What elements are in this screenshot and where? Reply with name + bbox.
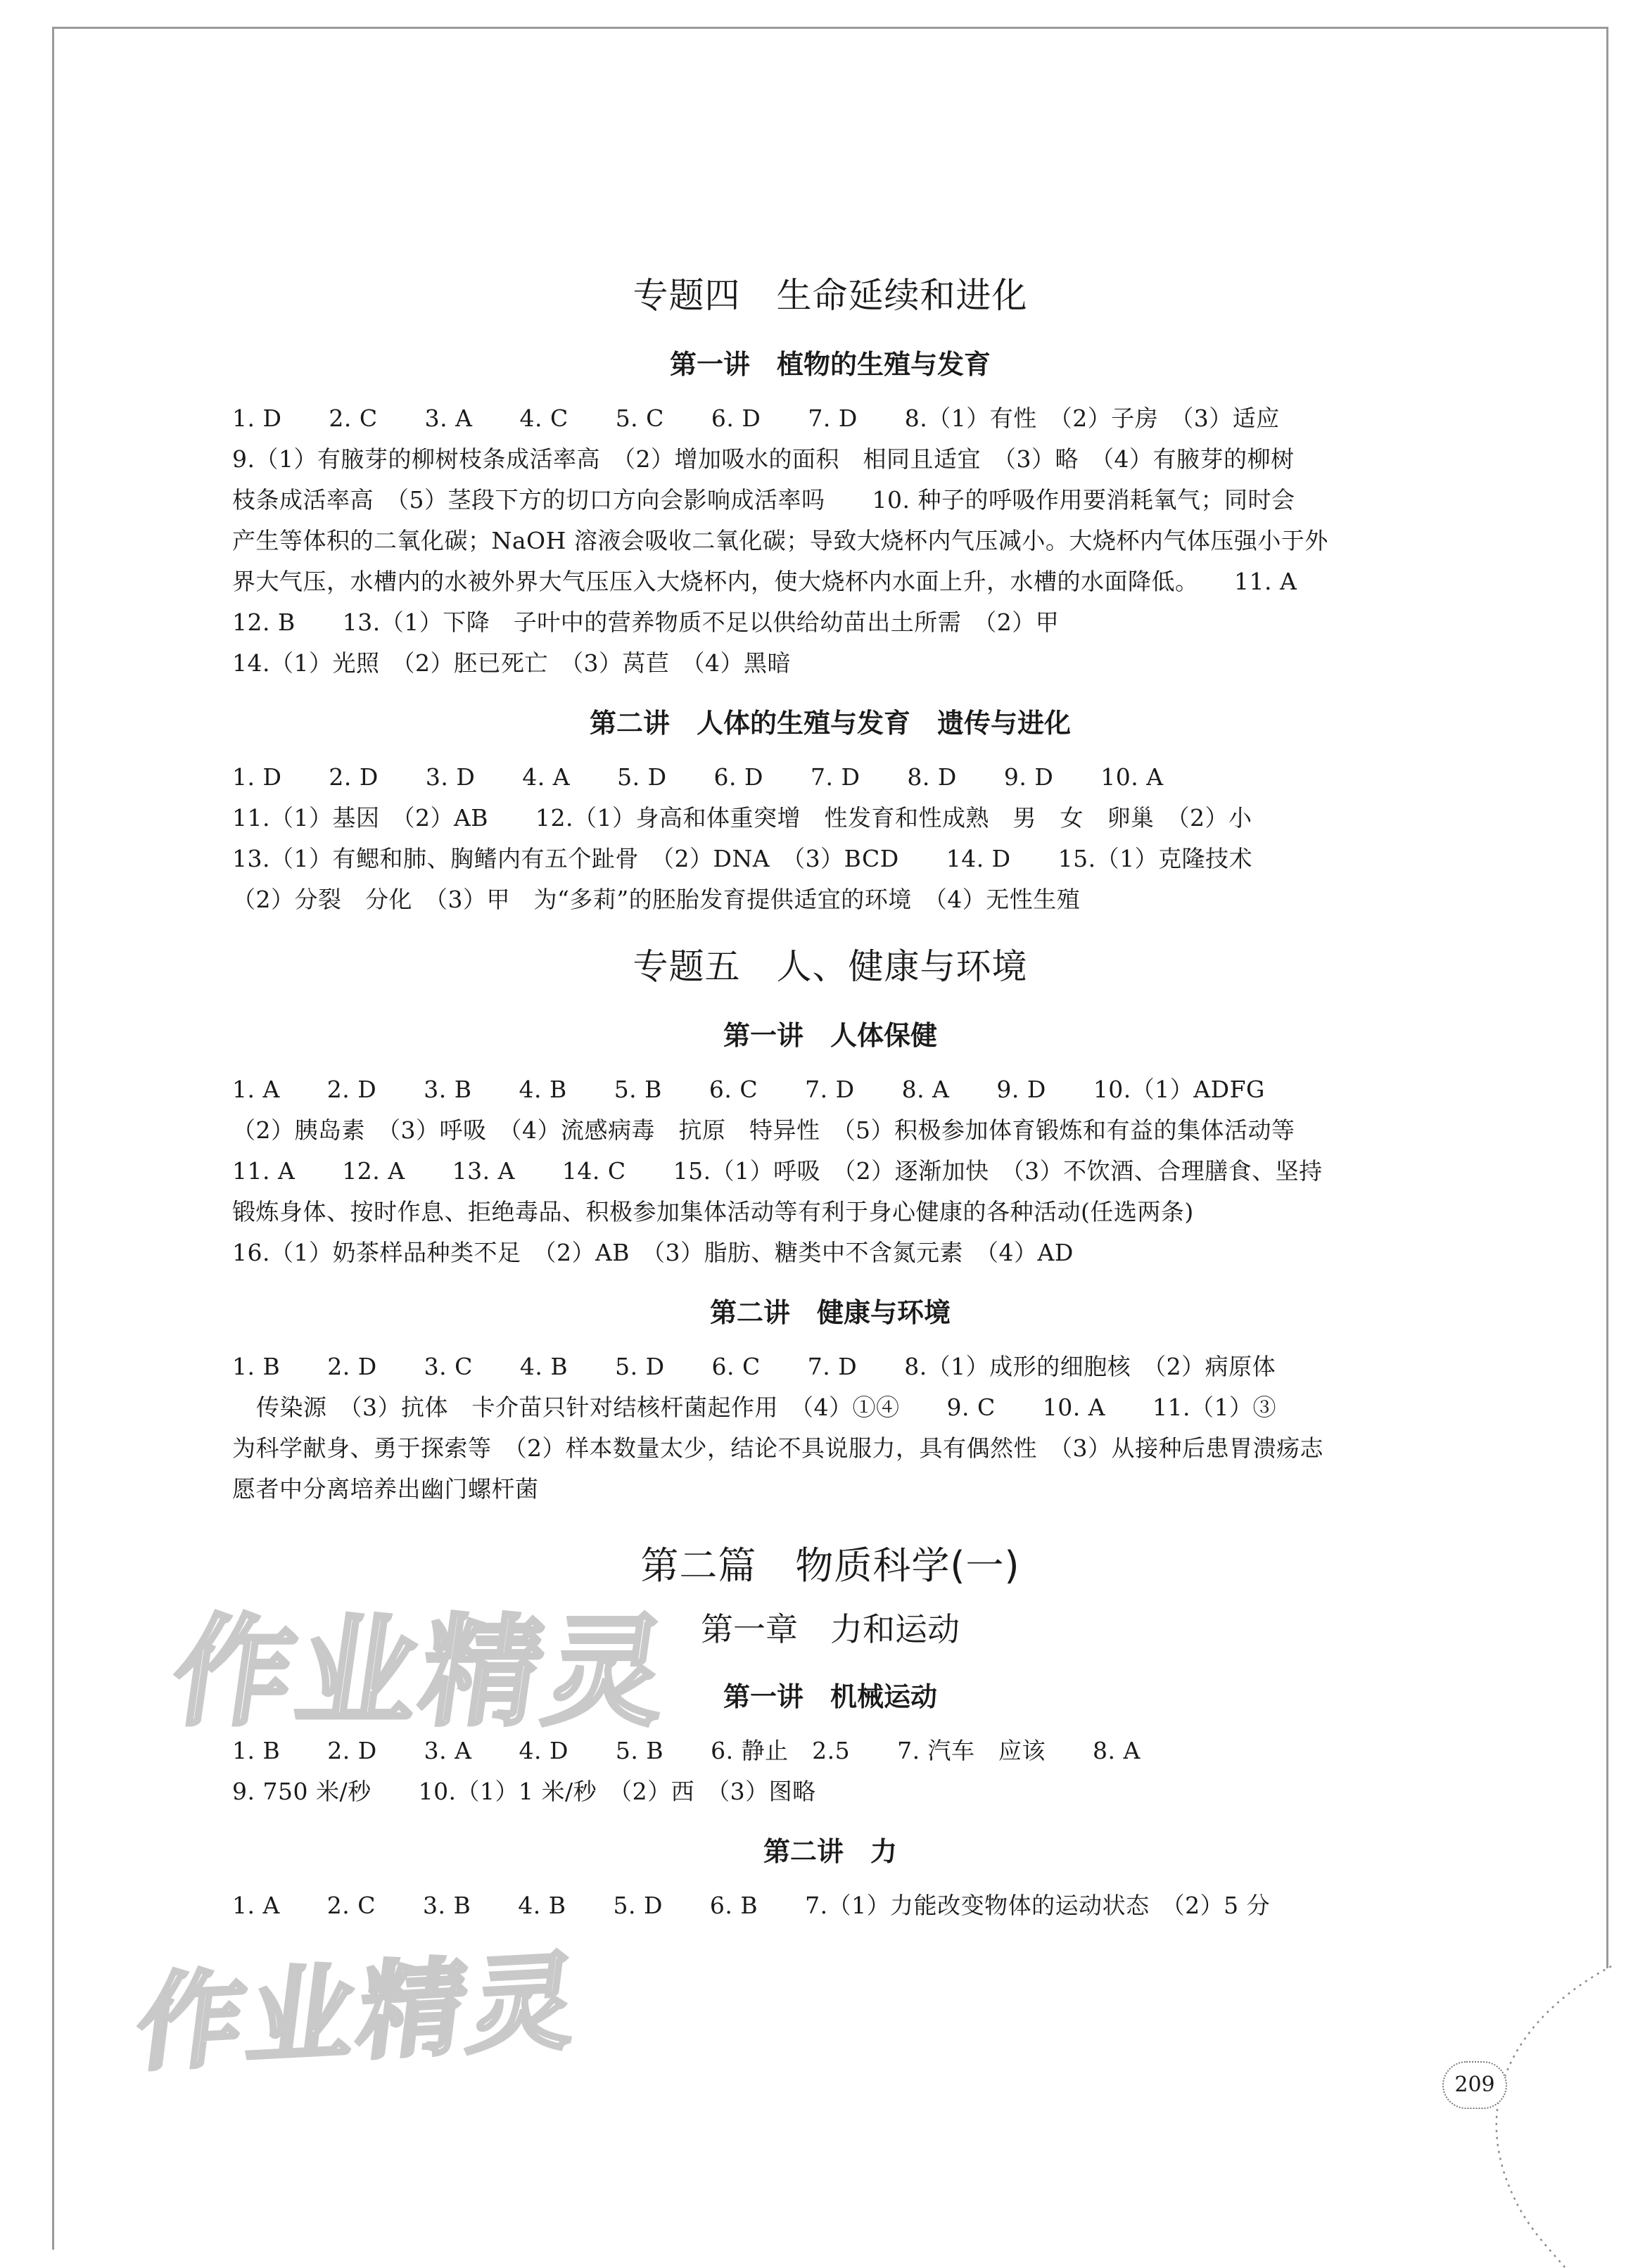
answer-line: 枝条成活率高 （5）茎段下方的切口方向会影响成活率吗 10. 种子的呼吸作用要消耗氧气；同时会 <box>232 486 1295 514</box>
chapter-title: 第一章 力和运动 <box>701 1610 960 1648</box>
answer-line: 9. 750 米/秒 10.（1）1 米/秒 （2）西 （3）图略 <box>232 1778 816 1805</box>
lecture-title-plant-reproduction: 第一讲 植物的生殖与发育 <box>669 349 991 380</box>
answer-content <box>232 267 1428 1944</box>
answer-line: 1. A 2. D 3. B 4. B 5. B 6. C 7. D 8. A 9. D 10.（1）ADFG <box>232 1076 1265 1103</box>
answer-line: 界大气压，水槽内的水被外界大气压压入大烧杯内，使大烧杯内水面上升，水槽的水面降低。 11. A <box>232 568 1297 595</box>
answer-line: 愿者中分离培养出幽门螺杆菌 <box>232 1475 539 1503</box>
lecture-title-force: 第二讲 力 <box>763 1836 897 1867</box>
answer-block-mechanical-motion <box>232 1731 1428 1812</box>
answer-line: 12. B 13.（1）下降 子叶中的营养物质不足以供给幼苗出土所需 （2）甲 <box>232 609 1060 636</box>
lecture-title-human-reproduction: 第二讲 人体的生殖与发育 遗传与进化 <box>589 708 1071 739</box>
watermark-logo-lower: 作业精灵 <box>130 1940 588 2087</box>
answer-line: 锻炼身体、按时作息、拒绝毒品、积极参加集体活动等有利于身心健康的各种活动(任选两条) <box>232 1198 1194 1225</box>
page-number: 209 <box>1442 2061 1507 2109</box>
answer-block-plant-reproduction <box>232 398 1428 684</box>
answer-line: 1. A 2. C 3. B 4. B 5. D 6. B 7.（1）力能改变物体的运动状态 （2）5 分 <box>232 1892 1271 1919</box>
answer-line: 13.（1）有鳃和肺、胸鳍内有五个趾骨 （2）DNA （3）BCD 14. D 15.（1）克隆技术 <box>232 845 1253 872</box>
topic-title-4: 专题四 生命延续和进化 <box>633 275 1028 316</box>
answer-line: 1. B 2. D 3. A 4. D 5. B 6. 静止 2.5 7. 汽车 应该 8. A <box>232 1737 1141 1764</box>
watermark-logo: 作业精灵 <box>164 1603 680 1743</box>
answer-block-force <box>232 1885 1428 1926</box>
answer-line: 11.（1）基因 （2）AB 12.（1）身高和体重突增 性发育和性成熟 男 女 卵巢 （2）小 <box>232 804 1252 832</box>
lecture-title-mechanical-motion: 第一讲 机械运动 <box>723 1681 937 1712</box>
answer-line: 1. D 2. C 3. A 4. C 5. C 6. D 7. D 8.（1）有性 （2）子房 （3）适应 <box>232 404 1280 432</box>
lecture-title-health-care: 第一讲 人体保健 <box>723 1020 937 1051</box>
answer-line: 1. D 2. D 3. D 4. A 5. D 6. D 7. D 8. D 9. D 10. A <box>232 763 1164 791</box>
answer-block-health-care <box>232 1069 1428 1273</box>
answer-block-health-environment <box>232 1346 1428 1510</box>
topic-title-5: 专题五 人、健康与环境 <box>633 946 1028 987</box>
answer-line: 14.（1）光照 （2）胚已死亡 （3）莴苣 （4）黑暗 <box>232 649 791 677</box>
answer-line: 为科学献身、勇于探索等 （2）样本数量太少，结论不具说服力，具有偶然性 （3）从接种后患胃溃疡志 <box>232 1434 1323 1462</box>
answer-line: 1. B 2. D 3. C 4. B 5. D 6. C 7. D 8.（1）成形的细胞核 （2）病原体 <box>232 1353 1276 1380</box>
answer-line: （2）胰岛素 （3）呼吸 （4）流感病毒 抗原 特异性 （5）积极参加体育锻炼和有益的集体活动等 <box>232 1116 1295 1144</box>
answer-line: 16.（1）奶茶样品种类不足 （2）AB （3）脂肪、糖类中不含氮元素 （4）AD <box>232 1239 1074 1266</box>
part-title: 第二篇 物质科学(一) <box>640 1543 1020 1588</box>
lecture-title-health-environment: 第二讲 健康与环境 <box>709 1297 951 1328</box>
answer-line: 产生等体积的二氧化碳；NaOH 溶液会吸收二氧化碳；导致大烧杯内气压减小。大烧杯内气体压强小于外 <box>232 527 1328 554</box>
answer-line: （2）分裂 分化 （3）甲 为“多莉”的胚胎发育提供适宜的环境 （4）无性生殖 <box>232 886 1081 913</box>
answer-block-human-reproduction <box>232 757 1428 920</box>
answer-line: 11. A 12. A 13. A 14. C 15.（1）呼吸 （2）逐渐加快 （3）不饮酒、合理膳食、坚持 <box>232 1157 1323 1185</box>
answer-line: 传染源 （3）抗体 卡介苗只针对结核杆菌起作用 （4）①④ 9. C 10. A 11.（1）③ <box>256 1394 1276 1421</box>
answer-line: 9.（1）有腋芽的柳树枝条成活率高 （2）增加吸水的面积 相同且适宜 （3）略 （4）有腋芽的柳树 <box>232 445 1295 473</box>
